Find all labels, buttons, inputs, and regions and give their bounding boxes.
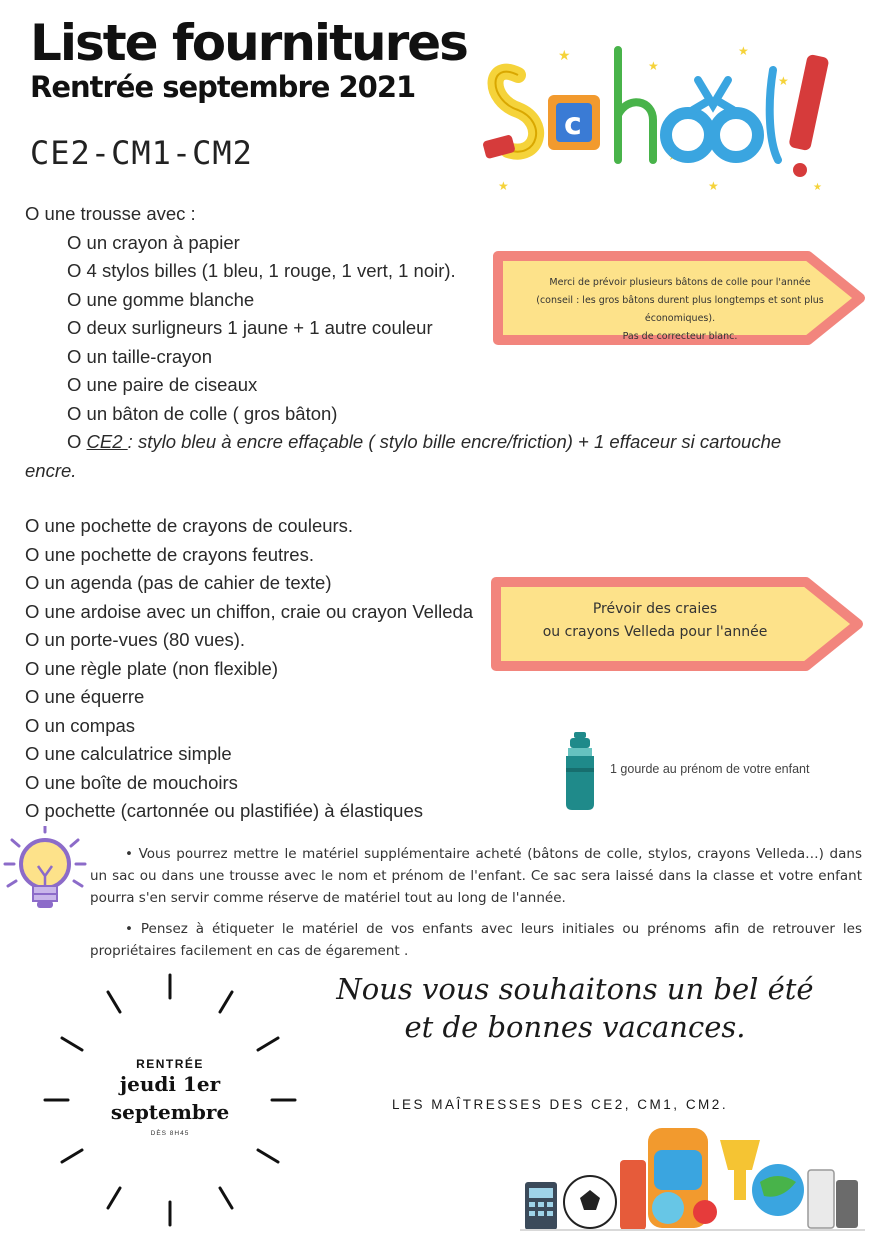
- rentree-date: [100, 1070, 240, 1126]
- note-line: Merci de prévoir plusieurs bâtons de colle pour l'année: [549, 277, 811, 288]
- list-item: O une ardoise avec un chiffon, craie ou crayon Velleda: [25, 600, 474, 622]
- svg-text:★: ★: [498, 179, 509, 193]
- note-chalk-text: [505, 598, 805, 644]
- svg-text:★: ★: [668, 152, 677, 163]
- school-logo-illustration: [478, 40, 848, 200]
- rentree-date-line: jeudi 1er: [119, 1072, 221, 1096]
- lightbulb-icon: [0, 826, 90, 921]
- list-item: O une règle plate (non flexible): [25, 657, 278, 679]
- svg-text:c: c: [564, 107, 582, 142]
- note-line: ou crayons Velleda pour l'année: [542, 624, 768, 640]
- list-item: O une boîte de mouchoirs: [25, 771, 238, 793]
- list-item: O deux surligneurs 1 jaune + 1 autre couleur: [67, 317, 433, 338]
- bottle-note: 1 gourde au prénom de votre enfant: [610, 762, 810, 776]
- ce2-continuation: encre.: [25, 459, 77, 481]
- list-item: O 4 stylos billes (1 bleu, 1 rouge, 1 vert, 1 noir).: [67, 260, 456, 281]
- list-item: O une trousse avec :: [25, 203, 196, 224]
- note-line: (conseil : les gros bâtons durent plus longtemps et sont plus économiques).: [536, 295, 824, 324]
- svg-text:★: ★: [813, 182, 822, 193]
- note-glue-text: [505, 274, 855, 346]
- svg-text:★: ★: [708, 179, 719, 193]
- rentree-date-line: septembre: [110, 1100, 230, 1124]
- ce2-text: : stylo bleu à encre effaçable ( stylo bille encre/friction) + 1 effaceur si cartouche: [127, 431, 782, 452]
- list-item: O un crayon à papier: [67, 231, 240, 253]
- note-line: Pas de correcteur blanc.: [622, 331, 738, 342]
- wish-line: et de bonnes vacances.: [404, 1010, 746, 1044]
- ce2-label: CE2: [86, 431, 128, 452]
- list-item: O un compas: [25, 714, 136, 736]
- svg-text:★: ★: [738, 44, 749, 58]
- list-item: O une pochette de crayons feutres.: [25, 543, 314, 565]
- list-item: O une calculatrice simple: [25, 743, 232, 764]
- wish-line: Nous vous souhaitons un bel été: [336, 972, 814, 1006]
- svg-text:★: ★: [778, 74, 789, 88]
- list-item: O une pochette de crayons de couleurs.: [25, 515, 354, 536]
- info-paragraph: • Vous pourrez mettre le matériel supplémentaire acheté (bâtons de colle, stylos, crayons Velleda…) dans un sac ou dans une trousse avec le nom et prénom de l'enfant. Ce sac sera laissé dans la classe et votre enfant pourra s'en servir comme réserve de matériel tout au long de l'année.: [90, 846, 862, 906]
- list-item: O pochette (cartonnée ou plastifiée) à élastiques: [25, 800, 423, 821]
- info-paragraph: • Pensez à étiqueter le matériel de vos enfants avec leurs initiales ou prénoms afin de retrouver les propriétaires facilement en cas de égarement .: [90, 921, 862, 959]
- school-supplies-illustration: [520, 1120, 865, 1232]
- signature: LES MAÎTRESSES DES CE2, CM1, CM2.: [392, 1097, 729, 1112]
- list-item: O un taille-crayon: [67, 345, 212, 367]
- list-item: O une gomme blanche: [67, 288, 255, 310]
- list-item: O un porte-vues (80 vues).: [25, 629, 246, 650]
- page-subtitle: Rentrée septembre 2021: [30, 70, 416, 104]
- list-item: O une équerre: [25, 686, 145, 707]
- supply-list-general: [25, 512, 485, 826]
- rentree-time: DÈS 8H45: [150, 1130, 190, 1137]
- list-item: O un bâton de colle ( gros bâton): [67, 402, 338, 424]
- list-item: O une paire de ciseaux: [67, 374, 258, 395]
- ce2-prefix: O: [67, 431, 87, 452]
- rentree-label: RENTRÉE: [136, 1057, 204, 1071]
- svg-text:★: ★: [558, 47, 571, 63]
- class-levels: CE2-CM1-CM2: [30, 134, 253, 172]
- list-item: O un agenda (pas de cahier de texte): [25, 572, 332, 593]
- note-line: Prévoir des craies: [592, 601, 718, 617]
- page-title: Liste fournitures: [30, 14, 467, 72]
- svg-text:★: ★: [648, 59, 659, 73]
- water-bottle-icon: [562, 732, 598, 812]
- list-item-ce2: [25, 428, 782, 457]
